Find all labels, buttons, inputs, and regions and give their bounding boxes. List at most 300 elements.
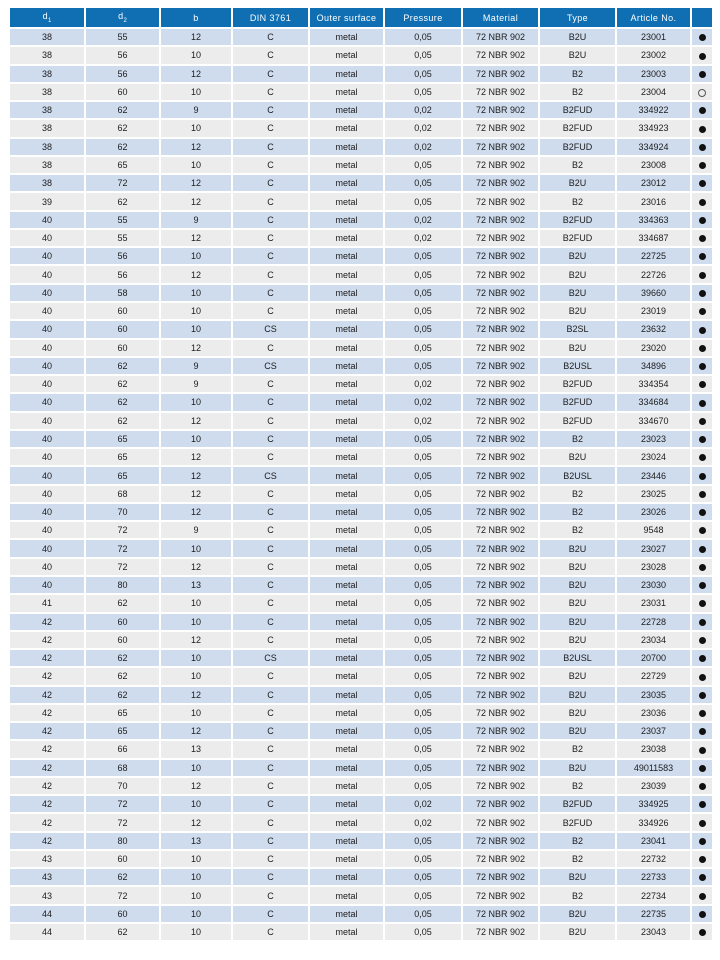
cell-type: B2FUD (539, 138, 616, 156)
table-row (10, 813, 712, 831)
cell-b: 10 (160, 539, 232, 557)
availability-filled-icon (699, 674, 706, 681)
cell-b: 12 (160, 448, 232, 466)
cell-type: B2FUD (539, 813, 616, 831)
table-row (10, 594, 712, 612)
cell-d1: 42 (10, 740, 85, 758)
cell-b: 9 (160, 521, 232, 539)
cell-d1: 43 (10, 886, 85, 904)
cell-article-no: 22732 (616, 850, 691, 868)
availability-filled-icon (699, 582, 706, 589)
cell-d1: 42 (10, 649, 85, 667)
cell-din-3761: C (232, 448, 309, 466)
table-row (10, 247, 712, 265)
cell-d1: 40 (10, 539, 85, 557)
cell-availability (691, 686, 712, 704)
cell-availability (691, 521, 712, 539)
cell-type: B2USL (539, 649, 616, 667)
cell-d1: 40 (10, 320, 85, 338)
cell-din-3761: C (232, 265, 309, 283)
cell-material: 72 NBR 902 (462, 485, 539, 503)
cell-article-no: 22728 (616, 613, 691, 631)
cell-d2: 62 (85, 686, 160, 704)
cell-din-3761: CS (232, 357, 309, 375)
cell-material: 72 NBR 902 (462, 65, 539, 83)
cell-pressure: 0,05 (384, 448, 462, 466)
availability-filled-icon (699, 71, 706, 78)
cell-d1: 40 (10, 339, 85, 357)
cell-material: 72 NBR 902 (462, 375, 539, 393)
cell-din-3761: C (232, 704, 309, 722)
cell-b: 12 (160, 265, 232, 283)
cell-availability (691, 649, 712, 667)
cell-din-3761: C (232, 247, 309, 265)
cell-b: 13 (160, 832, 232, 850)
cell-article-no: 23001 (616, 28, 691, 46)
availability-filled-icon (699, 454, 706, 461)
cell-pressure: 0,05 (384, 576, 462, 594)
cell-outer-surface: metal (309, 558, 384, 576)
cell-b: 10 (160, 923, 232, 940)
cell-outer-surface: metal (309, 795, 384, 813)
cell-material: 72 NBR 902 (462, 813, 539, 831)
availability-filled-icon (699, 820, 706, 827)
table-row (10, 265, 712, 283)
availability-filled-icon (699, 911, 706, 918)
cell-outer-surface: metal (309, 302, 384, 320)
cell-outer-surface: metal (309, 65, 384, 83)
cell-d2: 60 (85, 850, 160, 868)
cell-b: 10 (160, 667, 232, 685)
cell-d1: 40 (10, 247, 85, 265)
cell-din-3761: C (232, 430, 309, 448)
cell-pressure: 0,05 (384, 265, 462, 283)
cell-type: B2U (539, 174, 616, 192)
cell-d1: 44 (10, 923, 85, 940)
cell-b: 12 (160, 192, 232, 210)
cell-material: 72 NBR 902 (462, 886, 539, 904)
cell-outer-surface: metal (309, 649, 384, 667)
cell-availability (691, 795, 712, 813)
cell-availability (691, 850, 712, 868)
cell-type: B2U (539, 594, 616, 612)
cell-material: 72 NBR 902 (462, 923, 539, 940)
table-row (10, 119, 712, 137)
cell-d1: 43 (10, 850, 85, 868)
availability-filled-icon (699, 491, 706, 498)
cell-material: 72 NBR 902 (462, 101, 539, 119)
cell-pressure: 0,02 (384, 101, 462, 119)
availability-filled-icon (699, 418, 706, 425)
cell-din-3761: C (232, 46, 309, 64)
cell-availability (691, 539, 712, 557)
cell-article-no: 334354 (616, 375, 691, 393)
table-row (10, 722, 712, 740)
cell-material: 72 NBR 902 (462, 539, 539, 557)
cell-pressure: 0,05 (384, 704, 462, 722)
cell-availability (691, 868, 712, 886)
cell-outer-surface: metal (309, 667, 384, 685)
cell-din-3761: C (232, 558, 309, 576)
availability-filled-icon (699, 473, 706, 480)
cell-b: 12 (160, 485, 232, 503)
availability-filled-icon (699, 893, 706, 900)
cell-d2: 55 (85, 211, 160, 229)
cell-article-no: 23036 (616, 704, 691, 722)
cell-pressure: 0,02 (384, 229, 462, 247)
cell-d1: 42 (10, 832, 85, 850)
cell-pressure: 0,05 (384, 850, 462, 868)
cell-article-no: 34896 (616, 357, 691, 375)
cell-b: 10 (160, 704, 232, 722)
table-row (10, 448, 712, 466)
cell-outer-surface: metal (309, 211, 384, 229)
table-row (10, 339, 712, 357)
cell-pressure: 0,05 (384, 868, 462, 886)
availability-filled-icon (699, 783, 706, 790)
cell-availability (691, 594, 712, 612)
cell-material: 72 NBR 902 (462, 777, 539, 795)
cell-availability (691, 339, 712, 357)
cell-b: 10 (160, 886, 232, 904)
cell-b: 12 (160, 229, 232, 247)
cell-article-no: 22733 (616, 868, 691, 886)
cell-material: 72 NBR 902 (462, 631, 539, 649)
cell-d1: 40 (10, 521, 85, 539)
cell-outer-surface: metal (309, 485, 384, 503)
table-row (10, 503, 712, 521)
cell-article-no: 23037 (616, 722, 691, 740)
cell-b: 9 (160, 211, 232, 229)
cell-outer-surface: metal (309, 119, 384, 137)
table-body (10, 28, 712, 940)
cell-material: 72 NBR 902 (462, 357, 539, 375)
cell-d2: 62 (85, 649, 160, 667)
cell-pressure: 0,05 (384, 430, 462, 448)
cell-d1: 42 (10, 667, 85, 685)
cell-material: 72 NBR 902 (462, 686, 539, 704)
cell-d2: 60 (85, 320, 160, 338)
cell-d2: 62 (85, 667, 160, 685)
cell-availability (691, 284, 712, 302)
cell-availability (691, 905, 712, 923)
header-row (10, 8, 712, 28)
availability-filled-icon (699, 527, 706, 534)
availability-filled-icon (699, 308, 706, 315)
cell-type: B2 (539, 832, 616, 850)
cell-material: 72 NBR 902 (462, 466, 539, 484)
cell-d1: 42 (10, 613, 85, 631)
cell-type: B2U (539, 539, 616, 557)
cell-type: B2USL (539, 466, 616, 484)
cell-d2: 72 (85, 174, 160, 192)
availability-filled-icon (699, 637, 706, 644)
cell-din-3761: C (232, 339, 309, 357)
cell-material: 72 NBR 902 (462, 192, 539, 210)
cell-b: 13 (160, 740, 232, 758)
cell-article-no: 23008 (616, 156, 691, 174)
cell-outer-surface: metal (309, 832, 384, 850)
cell-din-3761: C (232, 686, 309, 704)
cell-article-no: 334684 (616, 393, 691, 411)
cell-din-3761: C (232, 594, 309, 612)
cell-material: 72 NBR 902 (462, 28, 539, 46)
cell-pressure: 0,05 (384, 192, 462, 210)
table-row (10, 759, 712, 777)
cell-pressure: 0,05 (384, 686, 462, 704)
cell-d1: 40 (10, 485, 85, 503)
cell-availability (691, 412, 712, 430)
availability-filled-icon (699, 53, 706, 60)
cell-material: 72 NBR 902 (462, 229, 539, 247)
cell-material: 72 NBR 902 (462, 174, 539, 192)
cell-article-no: 23034 (616, 631, 691, 649)
cell-article-no: 23039 (616, 777, 691, 795)
cell-article-no: 23031 (616, 594, 691, 612)
cell-type: B2U (539, 28, 616, 46)
cell-b: 10 (160, 905, 232, 923)
cell-din-3761: C (232, 832, 309, 850)
cell-article-no: 23004 (616, 83, 691, 101)
cell-din-3761: C (232, 302, 309, 320)
table-row (10, 521, 712, 539)
cell-outer-surface: metal (309, 339, 384, 357)
cell-article-no: 23446 (616, 466, 691, 484)
cell-d1: 40 (10, 302, 85, 320)
cell-pressure: 0,05 (384, 28, 462, 46)
cell-type: B2U (539, 905, 616, 923)
availability-filled-icon (699, 235, 706, 242)
cell-d2: 70 (85, 777, 160, 795)
cell-d2: 62 (85, 119, 160, 137)
table-row (10, 65, 712, 83)
cell-material: 72 NBR 902 (462, 521, 539, 539)
table-row (10, 156, 712, 174)
cell-type: B2 (539, 485, 616, 503)
table-row (10, 393, 712, 411)
cell-d2: 65 (85, 448, 160, 466)
table-row (10, 138, 712, 156)
cell-type: B2U (539, 923, 616, 940)
table-row (10, 229, 712, 247)
availability-filled-icon (699, 564, 706, 571)
table-row (10, 923, 712, 940)
cell-d2: 60 (85, 613, 160, 631)
cell-b: 10 (160, 649, 232, 667)
column-header-d2-subscript: 2 (123, 17, 127, 24)
cell-type: B2FUD (539, 101, 616, 119)
cell-material: 72 NBR 902 (462, 119, 539, 137)
cell-pressure: 0,05 (384, 46, 462, 64)
cell-d2: 80 (85, 576, 160, 594)
cell-din-3761: C (232, 667, 309, 685)
cell-b: 12 (160, 412, 232, 430)
cell-b: 12 (160, 174, 232, 192)
table-row (10, 174, 712, 192)
cell-availability (691, 46, 712, 64)
cell-din-3761: C (232, 284, 309, 302)
cell-material: 72 NBR 902 (462, 320, 539, 338)
cell-material: 72 NBR 902 (462, 138, 539, 156)
table-row (10, 412, 712, 430)
cell-pressure: 0,05 (384, 83, 462, 101)
cell-pressure: 0,05 (384, 302, 462, 320)
cell-availability (691, 485, 712, 503)
cell-d2: 62 (85, 357, 160, 375)
cell-availability (691, 156, 712, 174)
cell-availability (691, 211, 712, 229)
cell-d1: 40 (10, 284, 85, 302)
cell-d2: 62 (85, 138, 160, 156)
cell-outer-surface: metal (309, 448, 384, 466)
cell-availability (691, 576, 712, 594)
cell-outer-surface: metal (309, 393, 384, 411)
cell-d2: 55 (85, 28, 160, 46)
table-row (10, 905, 712, 923)
cell-d1: 40 (10, 375, 85, 393)
cell-type: B2FUD (539, 119, 616, 137)
cell-outer-surface: metal (309, 46, 384, 64)
cell-material: 72 NBR 902 (462, 850, 539, 868)
cell-type: B2 (539, 156, 616, 174)
cell-pressure: 0,05 (384, 357, 462, 375)
cell-d2: 60 (85, 905, 160, 923)
cell-b: 10 (160, 247, 232, 265)
cell-pressure: 0,02 (384, 393, 462, 411)
cell-outer-surface: metal (309, 813, 384, 831)
column-header-d2: $d_2$ (85, 8, 160, 28)
cell-article-no: 23041 (616, 832, 691, 850)
column-header-availability (691, 8, 712, 28)
cell-material: 72 NBR 902 (462, 759, 539, 777)
cell-b: 10 (160, 119, 232, 137)
cell-d2: 65 (85, 704, 160, 722)
cell-article-no: 39660 (616, 284, 691, 302)
availability-filled-icon (699, 107, 706, 114)
cell-type: B2U (539, 339, 616, 357)
availability-filled-icon (699, 345, 706, 352)
cell-availability (691, 886, 712, 904)
cell-type: B2 (539, 777, 616, 795)
cell-article-no: 23020 (616, 339, 691, 357)
cell-article-no: 23026 (616, 503, 691, 521)
cell-din-3761: C (232, 923, 309, 940)
cell-availability (691, 466, 712, 484)
cell-b: 13 (160, 576, 232, 594)
cell-article-no: 22726 (616, 265, 691, 283)
cell-d2: 80 (85, 832, 160, 850)
cell-material: 72 NBR 902 (462, 448, 539, 466)
cell-availability (691, 813, 712, 831)
availability-filled-icon (699, 199, 706, 206)
cell-d2: 56 (85, 46, 160, 64)
cell-d2: 62 (85, 923, 160, 940)
cell-d1: 38 (10, 156, 85, 174)
cell-outer-surface: metal (309, 594, 384, 612)
cell-d2: 62 (85, 393, 160, 411)
cell-availability (691, 28, 712, 46)
table-row (10, 302, 712, 320)
table-row (10, 850, 712, 868)
cell-din-3761: C (232, 777, 309, 795)
cell-pressure: 0,05 (384, 923, 462, 940)
cell-material: 72 NBR 902 (462, 868, 539, 886)
availability-filled-icon (699, 546, 706, 553)
column-header-article-no: Article No. (616, 8, 691, 28)
cell-type: B2 (539, 430, 616, 448)
cell-din-3761: C (232, 503, 309, 521)
cell-pressure: 0,02 (384, 375, 462, 393)
cell-d1: 42 (10, 686, 85, 704)
cell-d2: 62 (85, 192, 160, 210)
cell-availability (691, 101, 712, 119)
cell-pressure: 0,05 (384, 777, 462, 795)
availability-filled-icon (699, 381, 706, 388)
cell-din-3761: C (232, 375, 309, 393)
cell-type: B2U (539, 284, 616, 302)
column-header-material: Material (462, 8, 539, 28)
cell-article-no: 22735 (616, 905, 691, 923)
cell-article-no: 23016 (616, 192, 691, 210)
cell-outer-surface: metal (309, 503, 384, 521)
table-row (10, 649, 712, 667)
cell-outer-surface: metal (309, 777, 384, 795)
cell-type: B2 (539, 886, 616, 904)
cell-type: B2SL (539, 320, 616, 338)
cell-availability (691, 613, 712, 631)
cell-pressure: 0,05 (384, 65, 462, 83)
cell-article-no: 334363 (616, 211, 691, 229)
cell-b: 12 (160, 339, 232, 357)
cell-type: B2FUD (539, 795, 616, 813)
cell-b: 10 (160, 156, 232, 174)
cell-article-no: 334922 (616, 101, 691, 119)
cell-material: 72 NBR 902 (462, 265, 539, 283)
cell-d1: 38 (10, 28, 85, 46)
cell-availability (691, 375, 712, 393)
cell-material: 72 NBR 902 (462, 649, 539, 667)
table-row (10, 740, 712, 758)
cell-type: B2FUD (539, 412, 616, 430)
table-row (10, 101, 712, 119)
cell-availability (691, 357, 712, 375)
cell-pressure: 0,05 (384, 174, 462, 192)
cell-d2: 68 (85, 485, 160, 503)
cell-availability (691, 174, 712, 192)
cell-material: 72 NBR 902 (462, 247, 539, 265)
cell-d1: 40 (10, 558, 85, 576)
cell-availability (691, 138, 712, 156)
cell-pressure: 0,05 (384, 558, 462, 576)
cell-d2: 60 (85, 83, 160, 101)
cell-d2: 65 (85, 156, 160, 174)
cell-material: 72 NBR 902 (462, 83, 539, 101)
cell-article-no: 20700 (616, 649, 691, 667)
availability-filled-icon (699, 34, 706, 41)
cell-pressure: 0,05 (384, 631, 462, 649)
cell-type: B2U (539, 667, 616, 685)
cell-article-no: 334923 (616, 119, 691, 137)
cell-pressure: 0,05 (384, 247, 462, 265)
cell-b: 10 (160, 320, 232, 338)
cell-d2: 65 (85, 722, 160, 740)
cell-availability (691, 777, 712, 795)
cell-d1: 40 (10, 448, 85, 466)
cell-outer-surface: metal (309, 101, 384, 119)
cell-availability (691, 722, 712, 740)
cell-type: B2U (539, 448, 616, 466)
cell-d1: 40 (10, 229, 85, 247)
